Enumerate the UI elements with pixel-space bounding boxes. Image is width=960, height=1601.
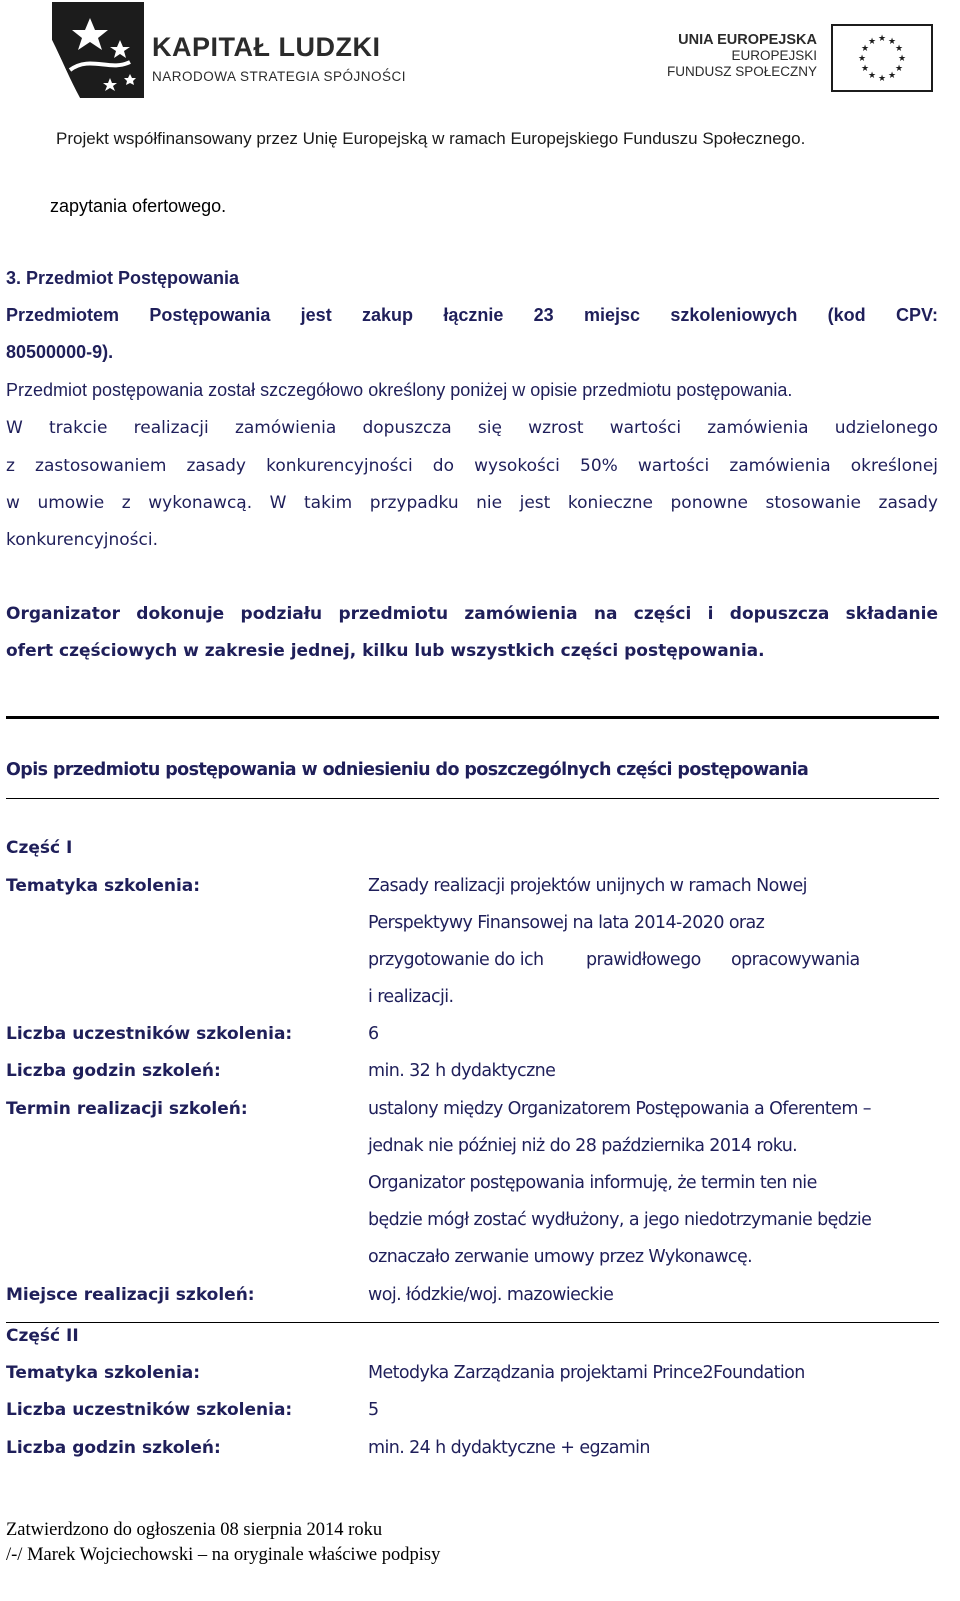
svg-text:★: ★ <box>897 54 907 64</box>
eu-line-1: UNIA EUROPEJSKA <box>678 32 817 48</box>
part-1-participants-value: 6 <box>368 1024 379 1044</box>
part-1-term-line-2: jednak nie później niż do 28 października 2014 roku. <box>368 1136 798 1156</box>
eu-fund-text <box>627 32 817 80</box>
section-3-heading: 3. Przedmiot Postępowania <box>6 268 240 288</box>
increase-line-4: konkurencyjności. <box>6 530 158 550</box>
increase-line-3: w umowie z wykonawcą. W takim przypadku nie jest konieczne ponowne stosowanie zasady <box>6 493 938 513</box>
svg-text:★: ★ <box>894 64 904 74</box>
part-2-hours-label: Liczba godzin szkoleń: <box>6 1438 221 1458</box>
detail-line: Przedmiot postępowania został szczegółowo określony poniżej w opisie przedmiotu postępowania. <box>6 380 793 400</box>
svg-text:★: ★ <box>894 44 904 54</box>
part-2-topic-value: Metodyka Zarządzania projektami Prince2Foundation <box>368 1363 805 1383</box>
svg-text:★: ★ <box>877 34 887 44</box>
signature-line: /-/ Marek Wojciechowski – na oryginale właściwe podpisy <box>6 1545 441 1565</box>
part-1-term-line-4: będzie mógł zostać wydłużony, a jego niedotrzymanie będzie <box>368 1210 872 1230</box>
svg-text:★: ★ <box>877 74 887 84</box>
svg-text:★: ★ <box>860 64 870 74</box>
part-2-heading: Część II <box>6 1326 79 1346</box>
svg-text:★: ★ <box>857 54 867 64</box>
kapital-ludzki-logo <box>50 0 146 100</box>
division-line-1: Organizator dokonuje podziału przedmiotu zamówienia na części i dopuszcza składanie <box>6 604 938 624</box>
part-1-place-label: Miejsce realizacji szkoleń: <box>6 1285 255 1305</box>
description-heading: Opis przedmiotu postępowania w odniesieniu do poszczególnych części postępowania <box>6 760 809 780</box>
part-1-term-line-3: Organizator postępowania informuję, że termin ten nie <box>368 1173 817 1193</box>
kapital-ludzki-subtitle: NARODOWA STRATEGIA SPÓJNOŚCI <box>152 69 407 84</box>
part-2-participants-value: 5 <box>368 1400 379 1420</box>
section-divider-top <box>6 716 939 719</box>
approval-line: Zatwierdzono do ogłoszenia 08 sierpnia 2014 roku <box>6 1520 383 1540</box>
part-1-topic-line-3c: opracowywania <box>731 950 860 970</box>
svg-text:★: ★ <box>887 71 897 81</box>
svg-text:★: ★ <box>860 44 870 54</box>
eu-line-3: FUNDUSZ SPOŁECZNY <box>666 64 817 79</box>
svg-text:★: ★ <box>867 37 877 47</box>
part-divider <box>6 1322 939 1323</box>
part-1-hours-label: Liczba godzin szkoleń: <box>6 1061 221 1081</box>
part-1-topic-line-1: Zasady realizacji projektów unijnych w ramach Nowej <box>368 876 807 896</box>
part-1-heading: Część I <box>6 838 73 858</box>
subject-line-2: 80500000-9). <box>6 342 114 362</box>
increase-line-2: z zastosowaniem zasady konkurencyjności do wysokości 50% wartości zamówienia określonej <box>6 456 938 476</box>
part-2-hours-value: min. 24 h dydaktyczne + egzamin <box>368 1438 650 1458</box>
subject-line-1: Przedmiotem Postępowania jest zakup łącznie 23 miejsc szkoleniowych (kod CPV: <box>6 305 938 325</box>
part-1-term-line-1: ustalony między Organizatorem Postępowania a Oferentem – <box>368 1099 871 1119</box>
zapytania-line: zapytania ofertowego. <box>50 196 227 216</box>
svg-text:★: ★ <box>887 37 897 47</box>
part-2-participants-label: Liczba uczestników szkolenia: <box>6 1400 293 1420</box>
part-1-place-value: woj. łódzkie/woj. mazowieckie <box>368 1285 614 1305</box>
part-1-topic-line-2: Perspektywy Finansowej na lata 2014-2020 oraz <box>368 913 765 933</box>
eu-line-2: EUROPEJSKI <box>731 48 817 63</box>
division-line-2: ofert częściowych w zakresie jednej, kilku lub wszystkich części postępowania. <box>6 641 765 661</box>
svg-text:★: ★ <box>867 71 877 81</box>
part-1-term-line-5: oznaczało zerwanie umowy przez Wykonawcę. <box>368 1247 753 1267</box>
increase-line-1: W trakcie realizacji zamówienia dopuszcza się wzrost wartości zamówienia udzielonego <box>6 418 938 438</box>
part-1-term-label: Termin realizacji szkoleń: <box>6 1099 248 1119</box>
part-1-participants-label: Liczba uczestników szkolenia: <box>6 1024 293 1044</box>
part-1-topic-line-3a: przygotowanie do ich <box>368 950 544 970</box>
part-1-topic-line-3b: prawidłowego <box>586 950 701 970</box>
eu-flag-icon <box>831 24 933 92</box>
cofinancing-statement: Projekt współfinansowany przez Unię Europejską w ramach Europejskiego Funduszu Społecznego. <box>56 129 806 148</box>
part-1-hours-value: min. 32 h dydaktyczne <box>368 1061 556 1081</box>
description-underline <box>6 798 939 799</box>
part-1-topic-line-4: i realizacji. <box>368 987 454 1007</box>
kapital-ludzki-title: KAPITAŁ LUDZKI <box>152 32 381 62</box>
part-2-topic-label: Tematyka szkolenia: <box>6 1363 201 1383</box>
part-1-topic-label: Tematyka szkolenia: <box>6 876 201 896</box>
